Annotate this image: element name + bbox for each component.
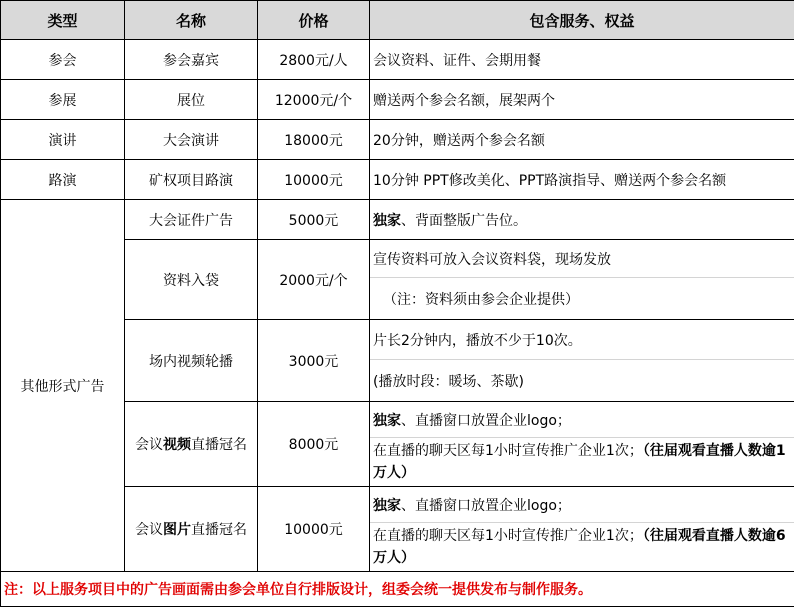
row-name: 场内视频轮播 [125, 320, 258, 402]
footer-note: 注：以上服务项目中的广告画面需由参会单位自行排版设计，组委会统一提供发布与制作服务。 [1, 572, 794, 607]
exclusive-label: 独家 [373, 212, 401, 229]
table-row [1, 200, 794, 240]
exclusive-label: 独家 [373, 497, 401, 514]
header-type: 类型 [1, 1, 125, 40]
services-line: 片长2分钟内，播放不少于10次。 [370, 320, 794, 360]
services-note: （注：资料须由参会企业提供） [383, 291, 579, 308]
row-price: 3000元 [258, 320, 370, 402]
table-row [1, 40, 794, 80]
row-name: 大会演讲 [125, 120, 258, 160]
services-line [370, 523, 794, 572]
services-text: 、背面整版广告位。 [401, 212, 527, 229]
row-price: 5000元 [258, 200, 370, 240]
row-services [370, 200, 794, 240]
row-type-other-ads: 其他形式广告 [1, 200, 125, 572]
services-line [370, 487, 794, 523]
row-name: 大会证件广告 [125, 200, 258, 240]
services-line [370, 278, 794, 320]
row-price: 8000元 [258, 402, 370, 487]
row-name: 资料入袋 [125, 240, 258, 320]
exclusive-label: 独家 [373, 412, 401, 429]
services-line [370, 402, 794, 438]
services-line: 宣传资料可放入会议资料袋，现场发放 [370, 240, 794, 278]
row-services: 会议资料、证件、会期用餐 [370, 40, 794, 80]
header-services: 包含服务、权益 [370, 1, 794, 40]
audience-highlight: （往届观看直播人数逾1万人） [373, 443, 786, 481]
row-price: 2800元/人 [258, 40, 370, 80]
services-text: 、直播窗口放置企业logo； [401, 412, 571, 429]
services-text: 、直播窗口放置企业logo； [401, 497, 571, 514]
row-price: 12000元/个 [258, 80, 370, 120]
row-type: 演讲 [1, 120, 125, 160]
row-name: 矿权项目路演 [125, 160, 258, 200]
footer-note-row [1, 572, 794, 607]
header-name: 名称 [125, 1, 258, 40]
table-row [1, 120, 794, 160]
services-text: 在直播的聊天区每1小时宣传推广企业1次； [373, 528, 643, 544]
table-row [1, 160, 794, 200]
name-prefix: 会议 [135, 522, 163, 538]
header-row [1, 1, 794, 40]
services-line [370, 438, 794, 487]
name-prefix: 会议 [135, 437, 163, 453]
table-row [1, 80, 794, 120]
row-type: 参展 [1, 80, 125, 120]
row-name: 参会嘉宾 [125, 40, 258, 80]
audience-highlight: （往届观看直播人数逾6万人） [373, 528, 786, 566]
row-services: 20分钟，赠送两个参会名额 [370, 120, 794, 160]
row-name: 展位 [125, 80, 258, 120]
row-services: 10分钟 PPT修改美化、PPT路演指导、赠送两个参会名额 [370, 160, 794, 200]
row-name [125, 402, 258, 487]
name-suffix: 直播冠名 [191, 522, 247, 538]
row-price: 10000元 [258, 160, 370, 200]
row-price: 2000元/个 [258, 240, 370, 320]
name-bold: 图片 [163, 522, 191, 538]
row-type: 路演 [1, 160, 125, 200]
header-price: 价格 [258, 1, 370, 40]
name-suffix: 直播冠名 [191, 437, 247, 453]
row-price: 18000元 [258, 120, 370, 160]
services-text: 在直播的聊天区每1小时宣传推广企业1次； [373, 443, 643, 459]
row-price: 10000元 [258, 487, 370, 572]
row-name [125, 487, 258, 572]
row-type: 参会 [1, 40, 125, 80]
name-bold: 视频 [163, 437, 191, 453]
row-services: 赠送两个参会名额，展架两个 [370, 80, 794, 120]
services-line: (播放时段：暖场、茶歇) [370, 360, 794, 402]
